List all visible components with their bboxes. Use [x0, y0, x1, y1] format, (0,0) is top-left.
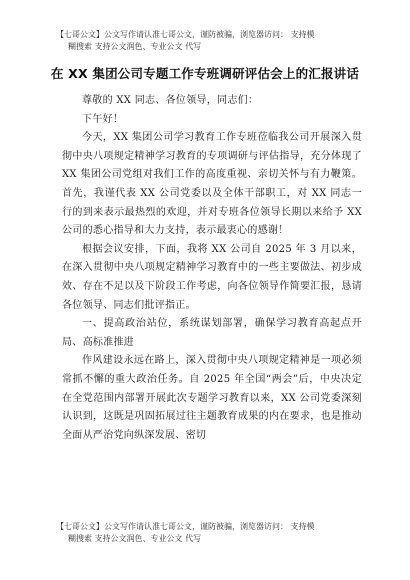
- agenda-paragraph: 根据会议安排，下面，我将 XX 公司自 2025 年 3 月以来，在深入贯彻中央八项规定精神学习教育中的一些主要做法、初步成效、存在不足以及下阶段工作考虑，向各位领导作简要汇报，恳请各位领导、同志们批评指正。: [62, 243, 362, 311]
- welcome-paragraph: 今天，XX 集团公司学习教育工作专班莅临我公司开展深入贯彻中央八项规定精神学习教育的专项调研与评估指导，充分体现了 XX 集团公司党组对我们工作的高度重视、亲切关怀与有力鞭策。首先，我谨代表 XX 公司党委以及全体干部职工，对 XX 同志一行的到来表示最热烈的欢迎，并对专班各位领导长期以来给予 XX 公司的悉心指导和大力支持，表示最衷心的感谢！: [62, 132, 362, 237]
- footer-banner-line-2: 糊搜索 支持公文润色、专业公文 代写: [68, 534, 202, 543]
- salutation-paragraph: 尊敬的 XX 同志、各位领导，同志们：: [82, 95, 259, 106]
- document-title: 在 XX 集团公司专题工作专班调研评估会上的汇报讲话: [50, 66, 360, 81]
- header-banner-line-1: 【七哥公文】公文写作请认准七哥公文，谨防被骗，浏览器访问： 支持模: [56, 30, 315, 39]
- footer-banner-line-1: 【七哥公文】公文写作请认准七哥公文，谨防被骗，浏览器访问： 支持模: [56, 522, 315, 531]
- section-heading-1: 一、提高政治站位，系统谋划部署，确保学习教育高起点开局、高标准推进: [62, 318, 362, 348]
- document-body: [62, 92, 362, 445]
- header-banner-line-2: 糊搜索 支持公文润色、专业公文 代写: [68, 42, 202, 51]
- footer-banner: [56, 521, 376, 545]
- header-banner: [56, 29, 376, 53]
- section-1-paragraph: 作风建设永远在路上，深入贯彻中央八项规定精神是一项必须常抓不懈的重大政治任务。自 2025 年全国“两会”后，中央决定在全党范围内部署开展此次专题学习教育以来，XX 公司党委深刻认识到，这既是巩固拓展过往主题教育成果的内在要求，也是推动全面从严治党向纵深发展、密切: [62, 355, 362, 441]
- greeting-paragraph: 下午好！: [82, 113, 124, 125]
